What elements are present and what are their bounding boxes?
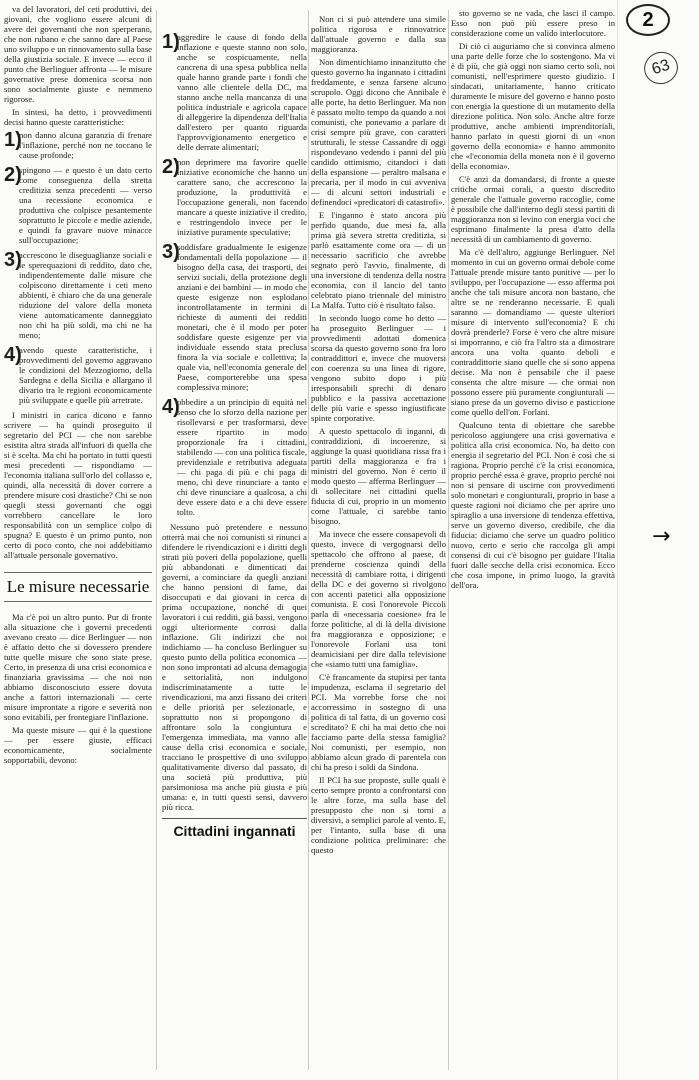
point-number: 3)	[4, 249, 22, 271]
numbered-point	[4, 130, 152, 160]
point-text: spingono — e questo è un dato certo come conseguenza della stretta creditizia senza precedenti — verso una recessione economica e produttiva che colpisce pesantemente soprattutto le piccole e medie aziende, e quindi fa gravare nuove minacce sull'occupazione;	[19, 165, 152, 245]
paragraph: Ma invece che essere consapevoli di questo, invece di vergognarsi dello spettacolo che offrono al paese, di prenderne coscienza quindi della necessità di cambiare rotta, i dirigenti della DC e dei governo si rivolgono con accenti patetici alla opposizione comunista. E così l'onorevole Piccoli parla di «necessaria coesione» fra le forze politiche, al di là della divisione fra maggioranza e opposizione; e l'onorevole Forlani usa toni deamicisiani per dire dalla televisione che «siamo tutti una famiglia».	[311, 529, 446, 669]
numbered-point	[162, 157, 307, 237]
handwritten-page-number: 2	[626, 4, 670, 36]
article-column-3	[311, 14, 446, 1074]
paragraph: Qualcuno tenta di obiettare che sarebbe pericoloso aggiungere una crisi governativa e politica alla crisi economica. No, ha detto con energia il segretario del PCI. Non è così che si ragiona. Proprio perché c'è la crisi economica, proprio perché essa è grave, proprio perché noi non si pensare di uscirne con provvedimenti solo monetari e congiunturali, proprio in base a queste ragioni noi diciamo che per aprire uno spiraglio a una inversione di tendenza effettiva, serve un governo diverso, credibile, che dia fiducia: diciamo che serve un quadro politico nuovo, certo e serio che raccolga gli ampi consensi di cui c'è bisogno per guidare l'Italia fuori dalle secche della crisi economica. Ecco che cosa impone, in primo luogo, la gravità dell'ora.	[451, 420, 615, 590]
paragraph: In secondo luogo come ho detto — ha proseguito Berlinguer — i provvedimenti adottati domenica scorsa da questo governo sono fra loro contraddittori e, invece che muoversi con coerenza su una linea di rigore, vengono subito dopo i più irresponsabili sprechi di denaro pubblico e la passiva accettazione delle più varie e spesso ingiustificate spinte corporative.	[311, 313, 446, 423]
paragraph: sto governo se ne vada, che lasci il campo. Esso non può più essere preso in considerazione come un valido interlocutore.	[451, 8, 615, 38]
point-text: avendo queste caratteristiche, i provvedimenti del governo aggravano le condizioni del Mezzogiorno, della Sardegna e della Sicilia e allargano il divario tra le regioni economicamente più sviluppate e quelle più arretrate.	[19, 345, 152, 405]
numbered-point	[162, 397, 307, 517]
clipping-edge	[617, 0, 618, 1080]
point-text: aggredire le cause di fondo della inflazione e queste stanno non solo, anche se cospicuamente, nella cancrena di una spesa pubblica nella quale hanno grande parte i fondi che vanno alle clientele della DC, ma stanno anche nella mancanza di una politica industriale e agricola capace di alleggerire la dipendenza dell'Italia dall'estero per quanto riguarda l'approvvigionamento energetico e delle derrate alimentari;	[177, 32, 307, 152]
paragraph: Ma c'è poi un altro punto. Pur di fronte alla situazione che i governi precedenti avevano creato — dice Berlinguer — non è affatto detto che si dovessero prendere tutte quelle misure che sono state prese. Certo, in presenza di una crisi economica e finanziaria gravissima — che noi non abbiamo disconosciuto essere dovuta anche a fattori internazionali — certe misure improntate a rigore e severità non sono evitabili, per frontegiare l'inflazione.	[4, 612, 152, 722]
point-number: 1)	[162, 31, 180, 53]
point-number: 2)	[4, 164, 22, 186]
point-number: 2)	[162, 156, 180, 178]
paragraph: Non dimentichiamo innanzitutto che questo governo ha ingannato i cittadini freddamente, e senza farsene alcuno scrupolo. Oggi dicono che Annibale è alle porte, ha detto Berlinguer. Ma non è passato molto tempo da quando a noi comunisti, che ponevamo a parlare di crisi sempre più grave, con caratteri strutturali, le stesse Cassandre di oggi rispondevano vedendo i panni del più candido ottimismo, citandoci i dati della espansione — peraltro malsana e precaria, per il modo in cui avveniva — di alcuni settori industriali e definendoci «predicatori di catastrofi».	[311, 57, 446, 207]
point-text: accrescono le diseguaglianze sociali e le sperequazioni di reddito, dato che, indipendentemente dalle misure che colpiscono direttamente i ceti meno abbienti, è chiaro che da una generale riduzione del valore della moneta viene automaticamente danneggiato non chi ha più soldi, ma chi ne ha meno;	[19, 250, 152, 340]
column-rule	[448, 10, 449, 1070]
paragraph: Ma queste misure — qui è la questione — per essere giuste, efficaci economicamente, socialmente sopportabili, devono:	[4, 725, 152, 765]
paragraph: Il PCI ha sue proposte, sulle quali è certo sempre pronto a confrontarsi con le altre forze, ma sulla base del presupposto che non si torni a diversivi, a semplici parole al vento. E, per l'intanto, sulla base di una condizione politica preliminare: che questo	[311, 775, 446, 855]
point-text: non deprimere ma favorire quelle iniziative economiche che hanno un carattere sano, che accrescono la produzione, la produttività e l'occupazione generali, non facendo mancare a queste iniziative il credito, e restringendolo invece per le iniziative puramente speculative;	[177, 157, 307, 237]
point-number: 1)	[4, 129, 22, 151]
paragraph: C'è anzi da domandarsi, di fronte a queste critiche ormai corali, a questo discredito generale che l'attuale governo raccoglie, come è possibile che dall'interno degli stessi partiti di maggioranza non si levino con energia voci che esprimano finalmente la presa d'atto della necessità di un cambiamento di governo.	[451, 174, 615, 244]
point-text: obbedire a un principio di equità nel senso che lo sforzo della nazione per risollevarsi e per trasformarsi, deve essere ripartito in modo proporzionale fra i cittadini, stabilendo — con una politica fiscale, previdenziale e retributiva adeguata — chi paga di più e chi paga di meno, chi deve rinunciare a tanto e chi deve rinunciare a qualcosa, a chi deve essere dato e a chi deve essere tolto.	[177, 397, 307, 517]
arrow-icon: →	[652, 524, 671, 549]
paragraph: I ministri in carica dicono e fanno scrivere — ha quindi proseguito il segretario del PCI — che non sarebbe esistita altra strada all'infuori di quella che si è scelta. Ma chi ha portato in tutti questi mesi precedenti — rispondiamo — l'economia italiana sull'orlo del collasso e, quindi, alla necessità di dover correre a prendere misure così drastiche? Chi se non quegli stessi governanti che oggi vorrebbero cancellare le loro responsabilità con un semplice colpo di spugna? E questo è un primo punto, non certo di poco conto, che noi addebitiamo all'attuale personale governativo.	[4, 410, 152, 560]
paragraph: Di ciò ci auguriamo che si convinca almeno una parte delle forze che lo sostengono. Ma vi è di più, che già oggi non siamo certo soli, noi comunisti, nell'esprimere questo giudizio. I sindacati, unitariamente, hanno criticato duramente le misure del governo e hanno posto con energia la questione di un mutamento della direzione politica. Non solo. Anche altre forze produttive, anche ambienti imprenditoriali, hanno parlato in questi giorni di un «non governo della economia» e hanno ammonito che «l'economia della moneta non è il governo della economia».	[451, 41, 615, 171]
section-heading: Le misure necessarie	[4, 572, 152, 602]
column-rule	[308, 10, 309, 1070]
paragraph: va del lavoratori, del ceti produttivi, dei giovani, che vogliono essere alcuni di avere dei governanti che non sperperano, che non rubano e che sanno dare al Paese uno sviluppo e un rinnovamento sulla base della giustizia sociale. E invece — ecco il punto che Berlinguer affronta — le misure governative prese domenica scorsa non sono socialmente giuste e nemmeno rigorose.	[4, 4, 152, 104]
point-number: 3)	[162, 241, 180, 263]
numbered-point	[162, 242, 307, 392]
numbered-point	[162, 32, 307, 152]
paragraph: Nessuno può pretendere e nessuno otterrà mai che noi comunisti si rinunci a difendere le rivendicazioni e i diritti degli strati più poveri della popolazione, quelli più abbandonati e dimenticati dai governi, a cominciare da quegli anziani che hanno pensioni di fame, dai disoccupati e dai giovani in cerca di prima occupazione, nonché di quei lavoratori i cui redditi, già bassi, vengono oggi ulteriormente corrosi dalla inflazione. Gli indirizzi che noi indichiamo — ha concluso Berlinguer su questo punto della politica economica — non sono improntati ad alcuna demagogia e settorialità, non indulgono indiscriminatamente a tutte le rivendicazioni, ma anzi fissano dei criteri e delle priorità per selezionarle, e soprattutto non si propongono di affrontare solo la congiuntura e l'emergenza immediata, ma vanno alle cause della crisi economica e sociale, tracciano le prospettive di uno sviluppo qualitativamente diverso dal passato, di una società più produttiva, più parsimoniosa ma anche più giusta e più umana: e, in tutti questi sensi, davvero più ricca.	[162, 522, 307, 812]
point-number: 4)	[162, 396, 180, 418]
point-text: soddisfare gradualmente le esigenze fondamentali della popolazione — il bisogno della casa, dei trasporti, dei servizi sociali, della protezione degli anziani e dei bambini — in modo che queste esigenze non esplodano incontrollatamente in termini di richieste di aumenti dei redditi monetari, che è il modo per poter soddisfare queste esigenze per via individuale essendo stata preclusa finora la via sociale e collettiva; la quale via, nell'economia generale del Paese, comporterebbe una spesa complessiva minore;	[177, 242, 307, 392]
paragraph: E l'inganno è stato ancora più perfido quando, due mesi fa, alla prima già severa stretta creditizia, si parlò esattamente come ora — di un necessario sacrificio che avrebbe segnato però l'avvio, finalmente, di una inversione di tendenza della nostra economia, con il lancio del tanto celebrato piano triennale del ministro La Malfa. Tutto ciò è risultato falso.	[311, 210, 446, 310]
numbered-point	[4, 345, 152, 405]
handwritten-document-number: 63	[640, 48, 682, 89]
point-text: non danno alcuna garanzia di frenare l'inflazione, perché non ne toccano le cause profonde;	[19, 130, 152, 160]
paragraph: In sintesi, ha detto, i provvedimenti decisi hanno queste caratteristiche:	[4, 107, 152, 127]
paragraph: Ma c'è dell'altro, aggiunge Berlinguer. Nel momento in cui un governo ormai debole come l'attuale prende misure tanto punitive — per lo sviluppo, per l'occupazione — esso afferma poi anche che tali misure ancora non bastano, che altre se ne renderanno necessarie. E quali saranno — domandiamo — queste ulteriori misure di intervento sull'economia? E chi dovrà prenderle? Forse è vero che altre misure si imporranno, e ciò fra l'altro sta a dimostrare ancora una volta quanto deboli e contraddittorie siano quelle che si sono appena decise. Ma non è pensabile che il paese consenta che altre misure — che ormai non possono essere più puramente congiunturali — siano prese da un governo diviso e pasticcione come quello dell'on. Forlani.	[451, 247, 615, 417]
article-column-1	[4, 4, 152, 1076]
column-rule	[156, 10, 157, 1070]
point-number: 4)	[4, 344, 22, 366]
paragraph: Non ci si può attendere una simile politica rigorosa e rinnovatrice dall'attuale governo e dalla sua maggioranza.	[311, 14, 446, 54]
numbered-point	[4, 165, 152, 245]
numbered-point	[4, 250, 152, 340]
article-column-4	[451, 8, 615, 1074]
paragraph: A questo spettacolo di inganni, di contraddizioni, di incoerenze, si aggiunge la quasi quotidiana rissa fra i partiti della maggioranza e fra i ministri del governo. Non è certo il modo questo — afferma Berlinguer — di sollecitare nei cittadini quella fiducia di cui, proprio in un momento come l'attuale, ci sarebbe tanto bisogno.	[311, 426, 446, 526]
paragraph: C'è francamente da stupirsi per tanta impudenza, esclama il segretario del PCI. Ma vorrebbe forse che noi accorressimo in sostegno di una politica di tal fatta, di un governo così screditato? E chi ha mai detto che noi facciamo parte della stessa famiglia? Noi comunisti, per esempio, non abbiamo alcun grado di parentela con chi ha preso i soldi da Sindona.	[311, 672, 446, 772]
subheading: Cittadini ingannati	[162, 818, 307, 839]
article-column-2	[162, 30, 307, 1076]
